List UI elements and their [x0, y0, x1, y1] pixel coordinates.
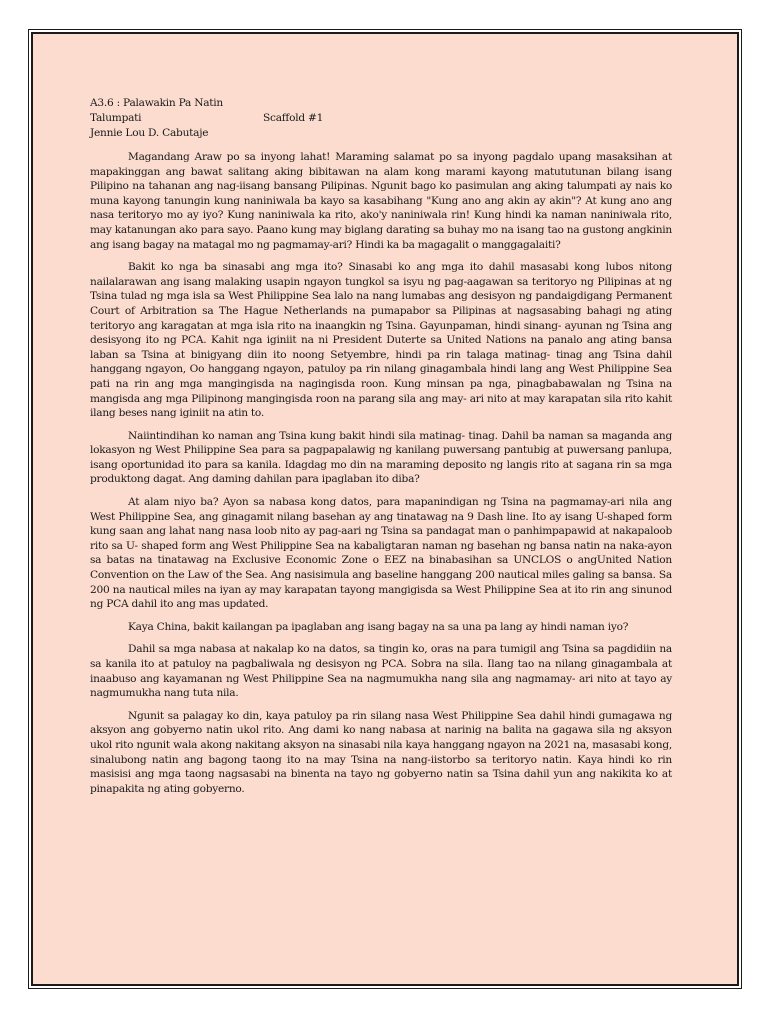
activity-title: A3.6 : Palawakin Pa Natin — [90, 97, 223, 109]
paragraph: Dahil sa mga nabasa at nakalap ko na datos, sa tingin ko, oras na para tumigil ang Tsina sa pagdidiin na sa kanila ito at patuloy na pagbaliwala ng desisyon ng PCA. Sobra na sila. Ilang tao na nilang ginagambala at inaabuso ang kayamanan ng West Philippine Sea na nagmumukha nang sila ang nagmamay- ari nito at tayo ay nagmumukha nang tuta nila. — [90, 643, 672, 700]
document-page — [31, 32, 739, 986]
scaffold-label: Scaffold #1 — [263, 112, 324, 124]
document-type: Talumpati — [90, 112, 142, 124]
paragraph: At alam niyo ba? Ayon sa nabasa kong datos, para mapanindigan ng Tsina na pagmamay-ari nila ang West Philippine Sea, ang ginagamit nilang basehan ay ang tinatawag na 9 Dash line. Ito ay isang U-shaped form kung saan ang lahat nang nasa loob nito ay pag-aari ng Tsina sa pandagat man o panhimpapawid at nakapaloob rito sa U- shaped form ang West Philippine Sea na kabaligtaran naman ng basehan ng bansa natin na naka-ayon sa batas na tinatawag na Exclusive Economic Zone o EEZ na binabasihan sa UNCLOS o angUnited Nation Convention on the Law of the Sea. Ang nasisimula ang baseline hanggang 200 nautical miles galing sa bansa. Sa 200 na nautical miles na iyan ay may karapatan tayong mangigisda sa West Philippine Sea at ito rin ang sinunod ng PCA dahil ito ang mas updated. — [90, 496, 672, 611]
paragraph: Kaya China, bakit kailangan pa ipaglaban ang isang bagay na sa una pa lang ay hindi naman iyo? — [128, 620, 629, 633]
document-content — [90, 96, 672, 796]
paragraph: Magandang Araw po sa inyong lahat! Maraming salamat po sa inyong pagdalo upang masaksihan at mapakinggan ang bawat salitang aking bibitawan na alam kong marami kayong matututunan bilang isang Pilipino na tahanan ang nag-iisang bansang Pilipinas. Ngunit bago ko pasimulan ang aking talumpati ay nais ko muna kayong tanungin kung naniniwala ba kayo sa kasabihang "Kung ano ang akin ay akin"? At kung ano ang nasa teritoryo mo ay iyo? Kung naniniwala ka rito, ako'y naniniwala rin! Kung hindi ka naman naniniwala rito, may katanungan ako para sayo. Paano kung may biglang darating sa buhay mo na isang tao na gustong angkinin ang isang bagay na matagal mo ng pagmamay-ari? Hindi ka ba magagalit o manggagalaiti? — [90, 151, 672, 251]
document-type-line — [90, 111, 672, 126]
paragraph: Naiintindihan ko naman ang Tsina kung bakit hindi sila matinag- tinag. Dahil ba naman sa maganda ang lokasyon ng West Philippine Sea para sa pagpapalawig ng kanilang puwersang pantubig at puwersang panlupa, isang oportunidad ito para sa kanila. Idagdag mo din na maraming deposito ng langis rito at sagana rin sa mga produktong dagat. Ang daming dahilan para ipaglaban ito diba? — [90, 429, 672, 486]
paragraph: Bakit ko nga ba sinasabi ang mga ito? Sinasabi ko ang mga ito dahil masasabi kong lubos nitong nailalarawan ang isang malaking usapin ngayon tungkol sa isyu ng pag-aagawan sa teritoryo ng Pilipinas at ng Tsina tulad ng mga isla sa West Philippine Sea lalo na nang lumabas ang desisyon ng pandaigdigang Permanent Court of Arbitration sa The Hague Netherlands na pumapabor sa Pilipinas at nagsasabing bahagi ng ating teritoryo ang karagatan at mga isla rito na inaangkin ng Tsina. Gayunpaman, hindi sinang- ayunan ng Tsina ang desisyong ito ng PCA. Kahit nga iginiit na ni President Duterte sa United Nations na panalo ang ating bansa laban sa Tsina at binigyang diin ito noong Setyembre, hindi pa rin talaga matinag- tinag ang Tsina dahil hanggang ngayon, Oo hanggang ngayon, patuloy pa rin nilang ginagambala hindi lang ang West Philippine Sea pati na rin ang mga mangingisda na nagingisda roon. Kung minsan pa nga, pinagbabawalan ng Tsina na mangisda ang mga Pilipinong mangingisda roon na parang sila ang may- ari nito at may karapatan sila rito kahit ilang beses nang iginiit na atin to. — [90, 261, 672, 420]
paragraph: Ngunit sa palagay ko din, kaya patuloy pa rin silang nasa West Philippine Sea dahil hindi gumagawa ng aksyon ang gobyerno natin ukol rito. Ang dami ko nang nabasa at narinig na balita na gagawa sila ng aksyon ukol rito ngunit wala akong nakitang aksyon na sinasabi nila kaya hanggang ngayon na 2021 na, masasabi kong, sinalubong natin ang bagong taong ito na may Tsina na nang-iistorbo sa teritoryo natin. Kaya hindi ko rin masisisi ang mga taong nagsasabi na binenta na tayo ng gobyerno natin sa Tsina dahil yun ang nakikita ko at pinapakita ng ating gobyerno. — [90, 709, 672, 795]
author-name: Jennie Lou D. Cabutaje — [90, 127, 209, 139]
